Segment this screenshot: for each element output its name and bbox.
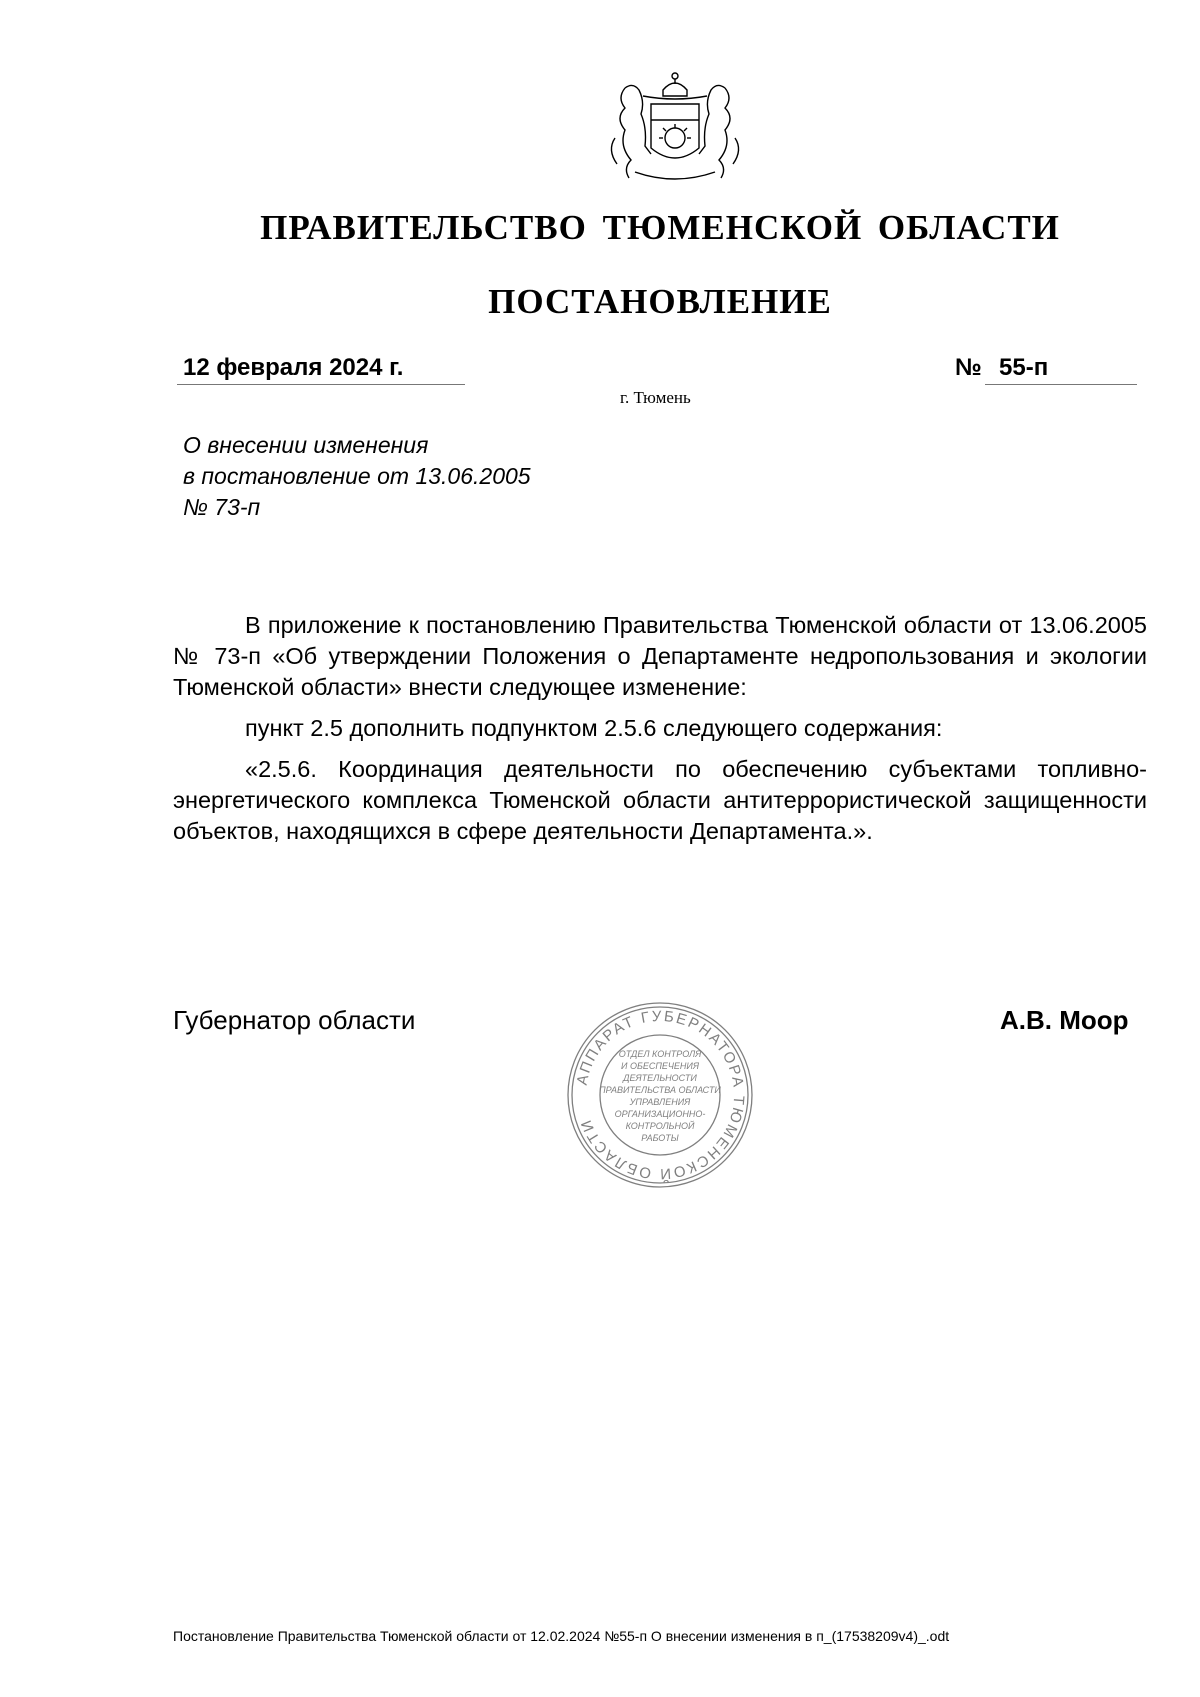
number-sign: №	[955, 354, 982, 381]
seal-line: УПРАВЛЕНИЯ	[629, 1097, 691, 1107]
subject-line: О внесении изменения	[183, 432, 429, 458]
document-subject	[183, 430, 703, 523]
footer-filename: Постановление Правительства Тюменской области от 12.02.2024 №55-п О внесении изменения в п_(17538209v4)_.odt	[173, 1628, 950, 1644]
document-number: 55-п	[999, 354, 1049, 381]
organization-title: ПРАВИТЕЛЬСТВО ТЮМЕНСКОЙ ОБЛАСТИ	[260, 208, 1060, 247]
city: г. Тюмень	[620, 388, 691, 407]
signer-name: А.В. Моор	[1000, 1005, 1129, 1035]
document-type: ПОСТАНОВЛЕНИЕ	[488, 282, 832, 321]
seal-line: КОНТРОЛЬНОЙ	[625, 1121, 695, 1131]
subject-line: № 73-п	[183, 494, 261, 520]
seal-line: РАБОТЫ	[641, 1133, 679, 1143]
seal-line: ОРГАНИЗАЦИОННО-	[614, 1109, 706, 1119]
seal-line: ОТДЕЛ КОНТРОЛЯ	[618, 1049, 702, 1059]
seal-line: ДЕЯТЕЛЬНОСТИ	[623, 1073, 697, 1083]
seal-ring-text: АППАРАТ ГУБЕРНАТОРА ТЮМЕНСКОЙ ОБЛАСТИ	[573, 1007, 748, 1183]
seal-line: ПРАВИТЕЛЬСТВА ОБЛАСТИ	[599, 1085, 721, 1095]
seal-line: И ОБЕСПЕЧЕНИЯ	[621, 1061, 699, 1071]
document-body	[173, 610, 1147, 857]
signer-title: Губернатор области	[173, 1005, 416, 1035]
body-paragraph: В приложение к постановлению Правительства Тюменской области от 13.06.2005 № 73-п «Об утверждении Положения о Департаменте недропользования и экологии Тюменской области» внести следующее изменение:	[173, 612, 1147, 700]
document-date: 12 февраля 2024 г.	[183, 354, 404, 381]
coat-of-arms-icon	[595, 68, 755, 188]
official-seal-stamp	[560, 995, 760, 1195]
subject-line: в постановление от 13.06.2005	[183, 463, 531, 489]
body-paragraph: «2.5.6. Координация деятельности по обеспечению субъектами топливно-энергетического комплекса Тюменской области антитеррористической защищенности объектов, находящихся в сфере деятельности Департамента.».	[173, 756, 1147, 844]
body-paragraph: пункт 2.5 дополнить подпунктом 2.5.6 следующего содержания:	[245, 715, 943, 741]
